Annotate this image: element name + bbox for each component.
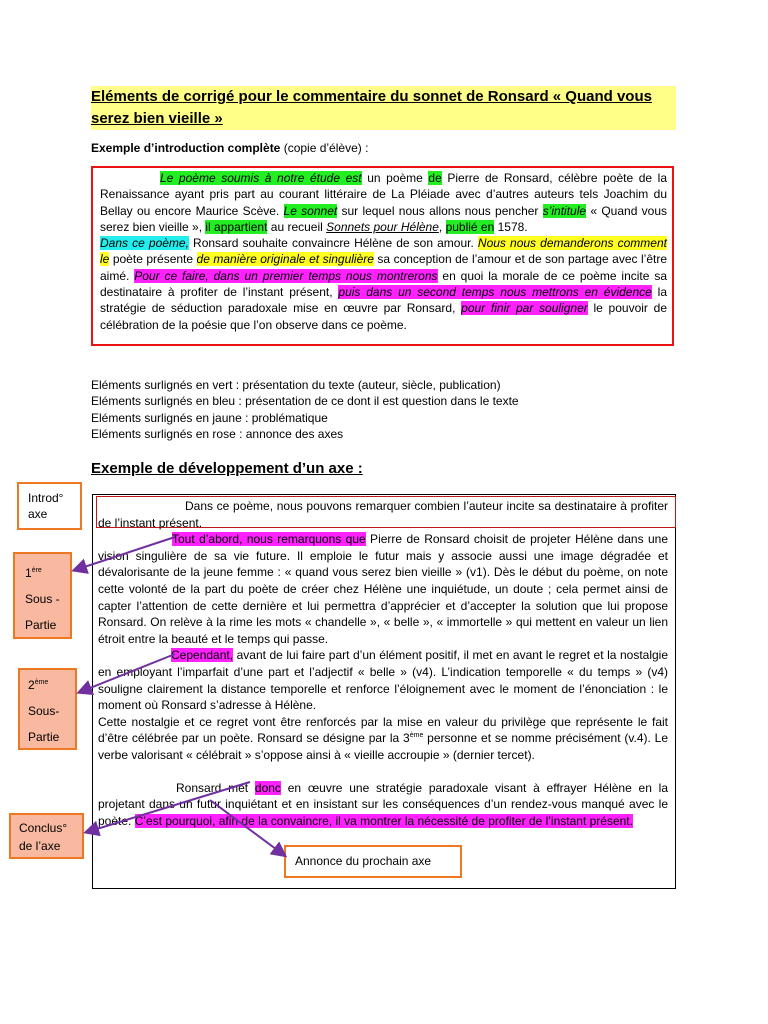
dev-paragraph-sub2: Cependant, avant de lui faire part d’un élément positif, il met en avant le regret et la nostalgie en employant l’imparfait d’une part et l’adjectif « belle » (v4). L’indication temporelle « du temps » (v4) souligne clairement la distance temporelle et renforce l’éloignement avec le moment de l’énonciation : le moment où Ronsard s’adresse à Hélène. [98, 648, 668, 713]
arrow-sous-partie-2 [80, 654, 175, 692]
legend-green: Eléments surlignés en vert : présentation du texte (auteur, siècle, publication) [91, 378, 501, 392]
dev-paragraph-conclusion: Ronsard met donc en œuvre une stratégie paradoxale visant à effrayer Hélène en la projetant dans un futur inquiétant et en insistant sur les conséquences d’un rendez-vous manqué avec le poète. C’est pourquoi, afin de la convaincre, il va montrer la nécessité de profiter de l’instant présent. [98, 780, 669, 828]
legend-blue: Eléments surlignés en bleu : présentation de ce dont il est question dans le texte [91, 394, 519, 409]
label-conclusion-axe: Conclus° de l’axe [9, 813, 84, 859]
intro-paragraph-2: Dans ce poème, Ronsard souhaite convaincre Hélène de son amour. Nous nous demanderons comment le poète présente de manière originale et singulière sa conception de l’amour et de son partage avec l’être aimé. Pour ce faire, dans un premier temps nous montrerons en quoi la morale de ce poème incite sa destinataire à profiter de l’instant présent, puis dans un second temps nous mettrons en évidence la stratégie de séduction paradoxale mise en œuvre par Ronsard, pour finir par souligner le pouvoir de célébration de la poésie que l’on observe dans ce poème. [100, 236, 668, 332]
dev-paragraph-intro: Dans ce poème, nous pouvons remarquer combien l’auteur incite sa destinataire à profiter de l’instant présent. [98, 499, 668, 530]
legend-pink: Eléments surlignés en rose : annonce des axes [91, 426, 344, 441]
arrow-conclusion [87, 782, 250, 832]
development-title: Exemple de développement d’un axe : [91, 460, 363, 477]
dev-paragraph-sub1: Tout d’abord, nous remarquons que Pierre de Ronsard choisit de projeter Hélène dans une vision singulière de sa vie future. Il emploie le futur mais y associe aussi une image dégradée et dévalorisante de la jeune femme : « quand vous serez bien vieille » (v1). Dès le début du poème, on note cette volonté de la part du poète de créer chez Hélène une inquiétude, un doute ; cela permet ainsi de capter l’attention de cette dernière et lui permettra d’apprécier et d’accepter la solution que lui propose Ronsard. On relève à la rime les mots « chandelle », « belle », « immortelle » qui mettent en valeur un lien étroit entre la beauté et le temps qui passe. [98, 532, 668, 646]
dev-paragraph-sub2b: Cette nostalgie et ce regret vont être renforcés par la mise en valeur du privilège que représente le fait d’être célébrée par un poète. Ronsard se désigne par la 3ème personne et se nomme précisément (v.4). Le verbe valorisant « célébrait » s’oppose ainsi à « vieille accroupie » (dernier tercet). [98, 714, 668, 762]
intro-paragraph-1: Le poème soumis à notre étude est un poème de Pierre de Ronsard, célèbre poète de la Renaissance ayant pris part au courant littéraire de La Pléiade avec d’autres auteurs tels Joachim du Bellay ou encore Maurice Scève. Le sonnet sur lequel nous allons nous pencher s’intitule « Quand vous serez bien vieille », il appartient au recueil Sonnets pour Hélène, publié en 1578. [100, 171, 667, 234]
label-annonce-axe: Annonce du prochain axe [284, 845, 462, 878]
intro-label: Exemple d’introduction complète (copie d’élève) : [91, 141, 369, 155]
legend-yellow: Eléments surlignés en jaune : problématique [91, 410, 328, 425]
label-intro-axe: Introd° axe [17, 482, 82, 530]
label-sous-partie-2: 2ème Sous- Partie [18, 668, 77, 750]
arrow-annonce [210, 800, 284, 855]
label-sous-partie-1: 1ère Sous - Partie [13, 552, 72, 639]
page-title: Eléments de corrigé pour le commentaire du sonnet de Ronsard « Quand vous serez bien vieille » [91, 86, 676, 130]
arrow-sous-partie-1 [75, 537, 175, 570]
